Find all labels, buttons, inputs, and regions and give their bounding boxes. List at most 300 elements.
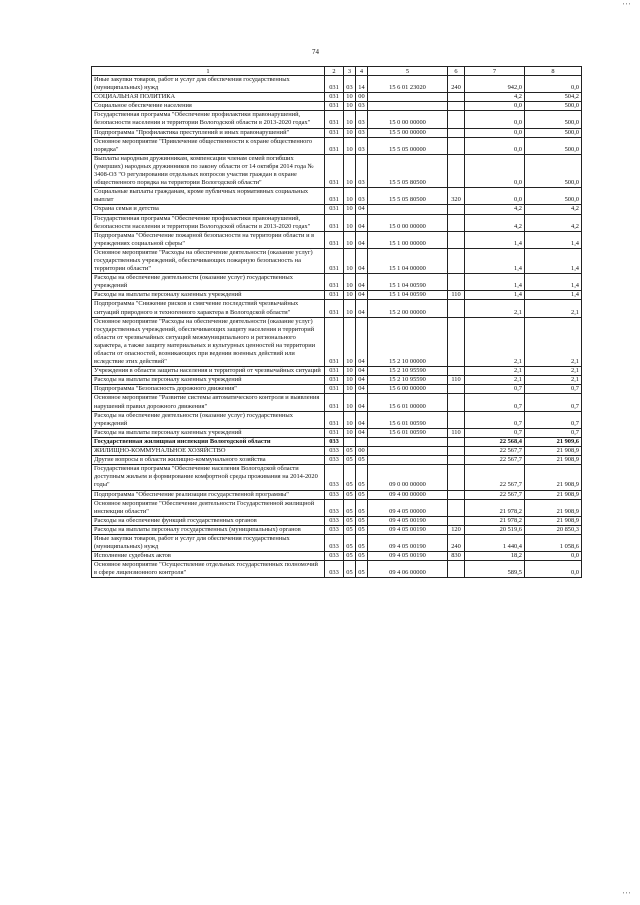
code-podrazdel-cell: 03: [356, 137, 368, 154]
header-cell: 4: [356, 67, 368, 76]
code-razdel-cell: 10: [344, 317, 356, 367]
amount-year2-cell: 500,0: [525, 188, 582, 205]
amount-year2-cell: 500,0: [525, 137, 582, 154]
table-row: [92, 394, 582, 411]
item-name-cell: Иные закупки товаров, работ и услуг для обеспечения государственных (муниципальных) нужд: [92, 534, 325, 551]
amount-year2-cell: 0,0: [525, 76, 582, 93]
header-cell: 5: [368, 67, 448, 76]
header-cell: 2: [325, 67, 344, 76]
amount-year1-cell: 0,0: [465, 188, 525, 205]
code-csr-cell: 15 6 01 00590: [368, 411, 448, 428]
code-csr-cell: 15 6 01 00000: [368, 394, 448, 411]
code-razdel-cell: 03: [344, 76, 356, 93]
code-glava-cell: 033: [325, 447, 344, 456]
code-vr-cell: 240: [448, 534, 465, 551]
item-name-cell: Государственная жилищная инспекция Вологодской области: [92, 437, 325, 446]
amount-year1-cell: 0,7: [465, 411, 525, 428]
code-csr-cell: 15 1 04 00000: [368, 248, 448, 273]
table-row: [92, 499, 582, 516]
code-razdel-cell: 05: [344, 534, 356, 551]
code-glava-cell: 031: [325, 137, 344, 154]
amount-year1-cell: 22 567,7: [465, 465, 525, 490]
amount-year2-cell: 2,1: [525, 376, 582, 385]
code-glava-cell: 031: [325, 231, 344, 248]
code-glava-cell: 031: [325, 411, 344, 428]
item-name-cell: Основное мероприятие "Расходы на обеспечение деятельности (оказание услуг) государственных учреждений, обеспечивающих пожарную безопасность на территории области": [92, 248, 325, 273]
code-podrazdel-cell: 04: [356, 231, 368, 248]
table-row: [92, 428, 582, 437]
amount-year2-cell: 4,2: [525, 205, 582, 214]
amount-year2-cell: 21 908,9: [525, 516, 582, 525]
page-number: 74: [312, 48, 319, 56]
code-glava-cell: 033: [325, 437, 344, 446]
code-glava-cell: 031: [325, 188, 344, 205]
code-vr-cell: [448, 490, 465, 499]
code-podrazdel-cell: 00: [356, 93, 368, 102]
header-row: [92, 67, 582, 76]
code-glava-cell: 033: [325, 490, 344, 499]
code-podrazdel-cell: 04: [356, 376, 368, 385]
code-glava-cell: 031: [325, 385, 344, 394]
item-name-cell: Подпрограмма "Обеспечение реализации государственной программы": [92, 490, 325, 499]
amount-year1-cell: 0,0: [465, 111, 525, 128]
item-name-cell: Государственная программа "Обеспечение населения Вологодской области доступным жильем и формирование комфортной среды проживания на 2014-2020 годы": [92, 465, 325, 490]
amount-year2-cell: 1,4: [525, 231, 582, 248]
amount-year2-cell: 21 909,6: [525, 437, 582, 446]
item-name-cell: ЖИЛИЩНО-КОММУНАЛЬНОЕ ХОЗЯЙСТВО: [92, 447, 325, 456]
code-razdel-cell: 10: [344, 154, 356, 187]
code-csr-cell: 15 5 05 80500: [368, 154, 448, 187]
code-podrazdel-cell: 04: [356, 205, 368, 214]
amount-year2-cell: 1,4: [525, 248, 582, 273]
table-row: [92, 128, 582, 137]
table-row: [92, 367, 582, 376]
amount-year2-cell: 2,1: [525, 317, 582, 367]
amount-year1-cell: 589,5: [465, 561, 525, 578]
item-name-cell: Основное мероприятие "Развитие системы автоматического контроля и выявления нарушений правил дорожного движения": [92, 394, 325, 411]
table-row: [92, 291, 582, 300]
table-row: [92, 214, 582, 231]
table-row: [92, 231, 582, 248]
amount-year1-cell: 2,1: [465, 376, 525, 385]
budget-table: [91, 66, 582, 578]
code-glava-cell: 031: [325, 248, 344, 273]
item-name-cell: Подпрограмма "Обеспечение пожарной безопасности на территории области и в учреждениях социальной сферы": [92, 231, 325, 248]
code-csr-cell: [368, 456, 448, 465]
item-name-cell: Другие вопросы в области жилищно-коммунального хозяйства: [92, 456, 325, 465]
code-glava-cell: 031: [325, 376, 344, 385]
code-razdel-cell: 10: [344, 411, 356, 428]
amount-year1-cell: 4,2: [465, 214, 525, 231]
code-glava-cell: 031: [325, 214, 344, 231]
code-csr-cell: 15 5 05 00000: [368, 137, 448, 154]
item-name-cell: Расходы на обеспечение деятельности (оказание услуг) государственных учреждений: [92, 274, 325, 291]
code-vr-cell: [448, 385, 465, 394]
code-csr-cell: 15 0 00 00000: [368, 214, 448, 231]
item-name-cell: Расходы на выплаты персоналу казенных учреждений: [92, 291, 325, 300]
code-podrazdel-cell: 14: [356, 76, 368, 93]
amount-year1-cell: 0,7: [465, 394, 525, 411]
code-glava-cell: 033: [325, 499, 344, 516]
code-csr-cell: 15 6 01 00590: [368, 428, 448, 437]
code-csr-cell: [368, 205, 448, 214]
code-glava-cell: 031: [325, 394, 344, 411]
code-vr-cell: [448, 437, 465, 446]
table-row: [92, 534, 582, 551]
code-csr-cell: 09 4 05 00000: [368, 499, 448, 516]
code-vr-cell: 110: [448, 376, 465, 385]
code-razdel-cell: 10: [344, 291, 356, 300]
table-row: [92, 93, 582, 102]
table-row: [92, 154, 582, 187]
code-vr-cell: [448, 102, 465, 111]
code-csr-cell: 15 6 00 00000: [368, 385, 448, 394]
amount-year2-cell: 1,4: [525, 274, 582, 291]
code-podrazdel-cell: 05: [356, 456, 368, 465]
code-glava-cell: 031: [325, 76, 344, 93]
amount-year2-cell: 4,2: [525, 214, 582, 231]
code-vr-cell: [448, 456, 465, 465]
table-row: [92, 411, 582, 428]
code-glava-cell: 031: [325, 317, 344, 367]
table-row: [92, 111, 582, 128]
code-vr-cell: 240: [448, 76, 465, 93]
code-csr-cell: 15 6 01 23020: [368, 76, 448, 93]
amount-year1-cell: 0,0: [465, 137, 525, 154]
item-name-cell: Учреждения в области защиты населения и территорий от чрезвычайных ситуаций: [92, 367, 325, 376]
amount-year1-cell: 0,0: [465, 154, 525, 187]
item-name-cell: Основное мероприятие "Привлечение общественности к охране общественного порядка": [92, 137, 325, 154]
item-name-cell: Подпрограмма "Профилактика преступлений и иных правонарушений": [92, 128, 325, 137]
code-glava-cell: 031: [325, 274, 344, 291]
code-csr-cell: 15 1 04 00590: [368, 274, 448, 291]
code-podrazdel-cell: 03: [356, 128, 368, 137]
code-vr-cell: [448, 274, 465, 291]
code-csr-cell: 15 5 00 00000: [368, 128, 448, 137]
amount-year1-cell: 2,1: [465, 317, 525, 367]
amount-year1-cell: 942,0: [465, 76, 525, 93]
code-podrazdel-cell: 05: [356, 499, 368, 516]
table-row: [92, 456, 582, 465]
code-vr-cell: [448, 465, 465, 490]
code-podrazdel-cell: 05: [356, 534, 368, 551]
code-podrazdel-cell: 03: [356, 154, 368, 187]
code-csr-cell: [368, 437, 448, 446]
code-razdel-cell: 05: [344, 499, 356, 516]
code-vr-cell: [448, 317, 465, 367]
item-name-cell: Подпрограмма "Безопасность дорожного движения": [92, 385, 325, 394]
table-row: [92, 317, 582, 367]
code-podrazdel-cell: 04: [356, 385, 368, 394]
code-razdel-cell: 05: [344, 552, 356, 561]
corner-mark-top: ' ' ': [622, 2, 630, 10]
amount-year1-cell: 22 567,7: [465, 447, 525, 456]
amount-year2-cell: 500,0: [525, 154, 582, 187]
code-csr-cell: [368, 102, 448, 111]
code-podrazdel-cell: 05: [356, 490, 368, 499]
item-name-cell: Государственная программа "Обеспечение профилактики правонарушений, безопасности населения и территории Вологодской области в 2013-2020 годах": [92, 111, 325, 128]
item-name-cell: Охрана семьи и детства: [92, 205, 325, 214]
table-row: [92, 137, 582, 154]
code-vr-cell: [448, 561, 465, 578]
code-razdel-cell: 10: [344, 231, 356, 248]
amount-year2-cell: 1 058,6: [525, 534, 582, 551]
code-razdel-cell: 05: [344, 525, 356, 534]
amount-year2-cell: 21 908,9: [525, 499, 582, 516]
amount-year2-cell: 21 908,9: [525, 447, 582, 456]
code-razdel-cell: 10: [344, 128, 356, 137]
code-razdel-cell: 10: [344, 137, 356, 154]
amount-year1-cell: 0,0: [465, 128, 525, 137]
header-cell: 3: [344, 67, 356, 76]
code-csr-cell: 15 5 05 80500: [368, 188, 448, 205]
amount-year2-cell: 2,1: [525, 367, 582, 376]
table-row: [92, 300, 582, 317]
table-row: [92, 516, 582, 525]
item-name-cell: Выплаты народным дружинникам, компенсации членам семей погибших (умерших) народных дружинников по закону области от 14 октября 2014 года № 3408-ОЗ "О регулировании отдельных вопросов участия граждан в охране общественного порядка на территории Вологодской области": [92, 154, 325, 187]
code-podrazdel-cell: 03: [356, 102, 368, 111]
amount-year1-cell: 1,4: [465, 231, 525, 248]
amount-year1-cell: 0,7: [465, 428, 525, 437]
amount-year1-cell: 1,4: [465, 291, 525, 300]
code-podrazdel-cell: [356, 437, 368, 446]
table-row: [92, 274, 582, 291]
code-podrazdel-cell: 00: [356, 447, 368, 456]
code-vr-cell: [448, 205, 465, 214]
code-vr-cell: 320: [448, 188, 465, 205]
table-row: [92, 447, 582, 456]
code-csr-cell: 15 2 10 95590: [368, 376, 448, 385]
code-razdel-cell: 05: [344, 447, 356, 456]
code-glava-cell: 031: [325, 111, 344, 128]
table-row: [92, 385, 582, 394]
amount-year2-cell: 0,7: [525, 385, 582, 394]
amount-year1-cell: 1 440,4: [465, 534, 525, 551]
amount-year1-cell: 1,4: [465, 274, 525, 291]
item-name-cell: Расходы на выплаты персоналу казенных учреждений: [92, 428, 325, 437]
code-podrazdel-cell: 04: [356, 300, 368, 317]
amount-year1-cell: 2,1: [465, 367, 525, 376]
code-csr-cell: 15 2 10 95590: [368, 367, 448, 376]
code-podrazdel-cell: 05: [356, 561, 368, 578]
amount-year1-cell: 2,1: [465, 300, 525, 317]
amount-year2-cell: 21 908,9: [525, 490, 582, 499]
code-podrazdel-cell: 04: [356, 317, 368, 367]
code-csr-cell: [368, 447, 448, 456]
code-csr-cell: 15 1 04 00590: [368, 291, 448, 300]
code-vr-cell: 110: [448, 291, 465, 300]
table-row: [92, 561, 582, 578]
code-glava-cell: 031: [325, 128, 344, 137]
amount-year1-cell: 1,4: [465, 248, 525, 273]
code-glava-cell: 033: [325, 561, 344, 578]
code-glava-cell: 033: [325, 465, 344, 490]
code-podrazdel-cell: 04: [356, 214, 368, 231]
table-row: [92, 490, 582, 499]
code-razdel-cell: 10: [344, 385, 356, 394]
item-name-cell: Социальные выплаты гражданам, кроме публичных нормативных социальных выплат: [92, 188, 325, 205]
table-row: [92, 437, 582, 446]
item-name-cell: СОЦИАЛЬНАЯ ПОЛИТИКА: [92, 93, 325, 102]
code-vr-cell: [448, 394, 465, 411]
amount-year1-cell: 4,2: [465, 93, 525, 102]
amount-year2-cell: 500,0: [525, 102, 582, 111]
code-razdel-cell: 10: [344, 102, 356, 111]
code-razdel-cell: 05: [344, 516, 356, 525]
item-name-cell: Основное мероприятие "Осуществление отдельных государственных полномочий в сфере лицензионного контроля": [92, 561, 325, 578]
code-vr-cell: [448, 154, 465, 187]
code-csr-cell: [368, 93, 448, 102]
code-vr-cell: [448, 499, 465, 516]
code-glava-cell: 031: [325, 102, 344, 111]
code-glava-cell: 033: [325, 534, 344, 551]
table-row: [92, 76, 582, 93]
code-csr-cell: 09 4 06 00000: [368, 561, 448, 578]
amount-year1-cell: 22 567,7: [465, 456, 525, 465]
amount-year2-cell: 0,0: [525, 552, 582, 561]
code-vr-cell: [448, 367, 465, 376]
table-row: [92, 248, 582, 273]
code-vr-cell: [448, 516, 465, 525]
corner-mark-bottom: ' ' ': [622, 891, 630, 899]
item-name-cell: Основное мероприятие "Обеспечение деятельности Государственной жилищной инспекции области": [92, 499, 325, 516]
amount-year1-cell: 22 567,7: [465, 490, 525, 499]
code-razdel-cell: 05: [344, 490, 356, 499]
code-vr-cell: 830: [448, 552, 465, 561]
code-razdel-cell: 10: [344, 248, 356, 273]
code-podrazdel-cell: 03: [356, 111, 368, 128]
table-row: [92, 552, 582, 561]
code-csr-cell: 15 2 00 00000: [368, 300, 448, 317]
code-razdel-cell: 05: [344, 456, 356, 465]
code-glava-cell: 031: [325, 154, 344, 187]
header-cell: 6: [448, 67, 465, 76]
code-glava-cell: 031: [325, 205, 344, 214]
amount-year2-cell: 0,7: [525, 428, 582, 437]
code-csr-cell: 15 0 00 00000: [368, 111, 448, 128]
code-podrazdel-cell: 04: [356, 248, 368, 273]
code-glava-cell: 033: [325, 525, 344, 534]
code-glava-cell: 031: [325, 291, 344, 300]
code-razdel-cell: 10: [344, 214, 356, 231]
table-row: [92, 525, 582, 534]
header-cell: 1: [92, 67, 325, 76]
code-podrazdel-cell: 04: [356, 367, 368, 376]
code-podrazdel-cell: 04: [356, 428, 368, 437]
amount-year1-cell: 0,0: [465, 102, 525, 111]
item-name-cell: Подпрограмма "Снижение рисков и смягчение последствий чрезвычайных ситуаций природного и техногенного характера в Вологодской области": [92, 300, 325, 317]
amount-year1-cell: 4,2: [465, 205, 525, 214]
amount-year2-cell: 500,0: [525, 128, 582, 137]
code-razdel-cell: 10: [344, 428, 356, 437]
item-name-cell: Государственная программа "Обеспечение профилактики правонарушений, безопасности населения и территории Вологодской области в 2013-2020 годах": [92, 214, 325, 231]
code-csr-cell: 09 4 05 00190: [368, 525, 448, 534]
code-razdel-cell: 10: [344, 111, 356, 128]
code-razdel-cell: 10: [344, 300, 356, 317]
code-glava-cell: 031: [325, 428, 344, 437]
code-glava-cell: 033: [325, 456, 344, 465]
code-razdel-cell: 05: [344, 561, 356, 578]
item-name-cell: Расходы на выплаты персоналу казенных учреждений: [92, 376, 325, 385]
amount-year1-cell: 21 978,2: [465, 516, 525, 525]
code-vr-cell: [448, 231, 465, 248]
code-razdel-cell: 05: [344, 465, 356, 490]
code-csr-cell: 15 2 10 00000: [368, 317, 448, 367]
amount-year2-cell: 21 908,9: [525, 456, 582, 465]
header-cell: 7: [465, 67, 525, 76]
code-vr-cell: [448, 111, 465, 128]
item-name-cell: Расходы на обеспечение деятельности (оказание услуг) государственных учреждений: [92, 411, 325, 428]
amount-year1-cell: 0,7: [465, 385, 525, 394]
table-row: [92, 376, 582, 385]
code-podrazdel-cell: 03: [356, 188, 368, 205]
code-vr-cell: [448, 248, 465, 273]
table-row: [92, 465, 582, 490]
code-podrazdel-cell: 04: [356, 291, 368, 300]
item-name-cell: Основное мероприятие "Расходы на обеспечение деятельности (оказание услуг) государственных учреждений, обеспечивающих защиту населения и территорий области от чрезвычайных ситуаций межмуниципального и регионального характера, а также защиту материальных и культурных ценностей на территории области от опасностей, возникающих при ведении военных действий или вследствие этих действий": [92, 317, 325, 367]
amount-year2-cell: 0,0: [525, 561, 582, 578]
amount-year1-cell: 22 568,4: [465, 437, 525, 446]
code-csr-cell: 09 4 05 00190: [368, 534, 448, 551]
amount-year1-cell: 21 978,2: [465, 499, 525, 516]
code-razdel-cell: 10: [344, 274, 356, 291]
amount-year2-cell: 0,7: [525, 411, 582, 428]
code-podrazdel-cell: 05: [356, 552, 368, 561]
code-vr-cell: [448, 93, 465, 102]
code-razdel-cell: 10: [344, 376, 356, 385]
amount-year2-cell: 2,1: [525, 300, 582, 317]
code-razdel-cell: 10: [344, 188, 356, 205]
code-podrazdel-cell: 04: [356, 411, 368, 428]
code-csr-cell: 09 0 00 00000: [368, 465, 448, 490]
code-podrazdel-cell: 05: [356, 525, 368, 534]
table-row: [92, 205, 582, 214]
code-csr-cell: 09 4 05 00190: [368, 516, 448, 525]
code-razdel-cell: 10: [344, 367, 356, 376]
code-csr-cell: 09 4 00 00000: [368, 490, 448, 499]
code-podrazdel-cell: 04: [356, 274, 368, 291]
amount-year2-cell: 0,7: [525, 394, 582, 411]
code-podrazdel-cell: 05: [356, 465, 368, 490]
code-vr-cell: 120: [448, 525, 465, 534]
code-razdel-cell: 10: [344, 394, 356, 411]
code-vr-cell: [448, 447, 465, 456]
code-razdel-cell: 10: [344, 93, 356, 102]
item-name-cell: Иные закупки товаров, работ и услуг для обеспечения государственных (муниципальных) нужд: [92, 76, 325, 93]
code-csr-cell: 15 1 00 00000: [368, 231, 448, 248]
amount-year2-cell: 1,4: [525, 291, 582, 300]
item-name-cell: Исполнение судебных актов: [92, 552, 325, 561]
code-razdel-cell: 10: [344, 205, 356, 214]
item-name-cell: Расходы на обеспечение функций государственных органов: [92, 516, 325, 525]
table-row: [92, 102, 582, 111]
code-glava-cell: 031: [325, 93, 344, 102]
amount-year2-cell: 20 850,3: [525, 525, 582, 534]
item-name-cell: Расходы на выплаты персоналу государственных (муниципальных) органов: [92, 525, 325, 534]
header-cell: 8: [525, 67, 582, 76]
code-glava-cell: 033: [325, 552, 344, 561]
amount-year2-cell: 21 908,9: [525, 465, 582, 490]
amount-year2-cell: 500,0: [525, 111, 582, 128]
code-glava-cell: 031: [325, 300, 344, 317]
amount-year2-cell: 504,2: [525, 93, 582, 102]
code-vr-cell: 110: [448, 428, 465, 437]
code-vr-cell: [448, 214, 465, 231]
table-row: [92, 188, 582, 205]
code-vr-cell: [448, 300, 465, 317]
code-glava-cell: 031: [325, 367, 344, 376]
amount-year1-cell: 18,2: [465, 552, 525, 561]
